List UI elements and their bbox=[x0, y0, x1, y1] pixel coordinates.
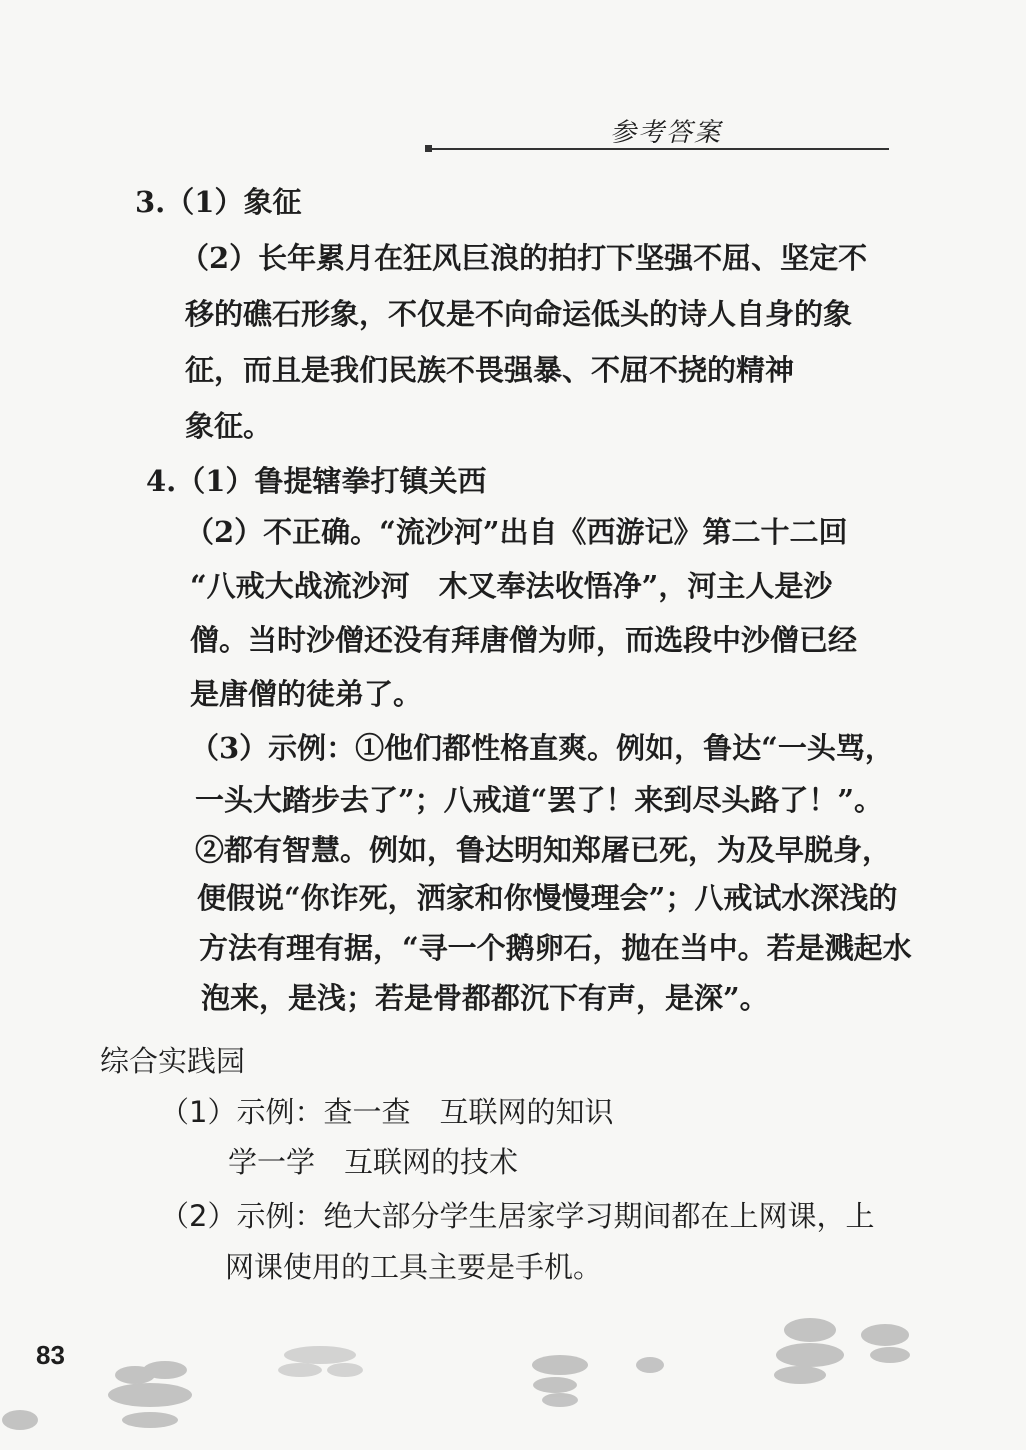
q4-part3-line5: 方法有理有据，“寻一个鹅卵石，抛在当中。若是溅起水 bbox=[199, 931, 912, 965]
q4-part2-line4: 是唐僧的徒弟了。 bbox=[190, 677, 423, 711]
q3-part2-line2: 移的礁石形象，不仅是不向命运低头的诗人自身的象 bbox=[185, 297, 853, 331]
header-rule bbox=[429, 148, 889, 150]
practice-part2-line1: （2）示例：绝大部分学生居家学习期间都在上网课，上 bbox=[160, 1199, 875, 1233]
practice-part2-line2: 网课使用的工具主要是手机。 bbox=[225, 1250, 603, 1284]
flower-decoration-3 bbox=[532, 1355, 664, 1407]
q3-part2-line3: 征，而且是我们民族不畏强暴、不屈不挠的精神 bbox=[185, 353, 795, 387]
q4-part3-line3: ②都有智慧。例如，鲁达明知郑屠已死，为及早脱身， bbox=[195, 833, 892, 867]
q4-part2-line1: （2）不正确。“流沙河”出自《西游记》第二十二回 bbox=[185, 515, 848, 549]
q4-part3-line1: （3）示例：①他们都性格直爽。例如，鲁达“一头骂， bbox=[190, 731, 894, 765]
q4-part3-line4: 便假说“你诈死，洒家和你慢慢理会”；八戒试水深浅的 bbox=[197, 881, 898, 915]
flower-decoration-4 bbox=[774, 1318, 910, 1384]
practice-heading: 综合实践园 bbox=[100, 1044, 246, 1078]
q4-part3-line2: 一头大踏步去了”；八戒道“罢了！来到尽头路了！”。 bbox=[195, 783, 884, 817]
page-number: 83 bbox=[36, 1340, 65, 1370]
flower-decoration-2 bbox=[278, 1346, 363, 1377]
q4-part2-line2: “八戒大战流沙河 木叉奉法收悟净”，河主人是沙 bbox=[190, 569, 833, 603]
practice-part1-line1: （1）示例：查一查 互联网的知识 bbox=[160, 1095, 614, 1129]
q3-part2-line1: （2）长年累月在狂风巨浪的拍打下坚强不屈、坚定不 bbox=[180, 241, 868, 275]
flower-decoration-strip bbox=[0, 1300, 1026, 1450]
q4-part3-line6: 泡来，是浅；若是骨都都沉下有声，是深”。 bbox=[201, 981, 769, 1015]
page-header bbox=[425, 110, 890, 155]
q4-part1: 4.（1）鲁提辖拳打镇关西 bbox=[146, 464, 487, 498]
q3-part1: 3.（1）象征 bbox=[135, 185, 302, 219]
q3-part2-line4: 象征。 bbox=[185, 409, 273, 443]
q4-part2-line3: 僧。当时沙僧还没有拜唐僧为师，而选段中沙僧已经 bbox=[190, 623, 858, 657]
header-title: 参考答案 bbox=[610, 118, 723, 148]
practice-part1-line2: 学一学 互联网的技术 bbox=[228, 1145, 519, 1179]
flower-decoration-1 bbox=[2, 1361, 192, 1430]
